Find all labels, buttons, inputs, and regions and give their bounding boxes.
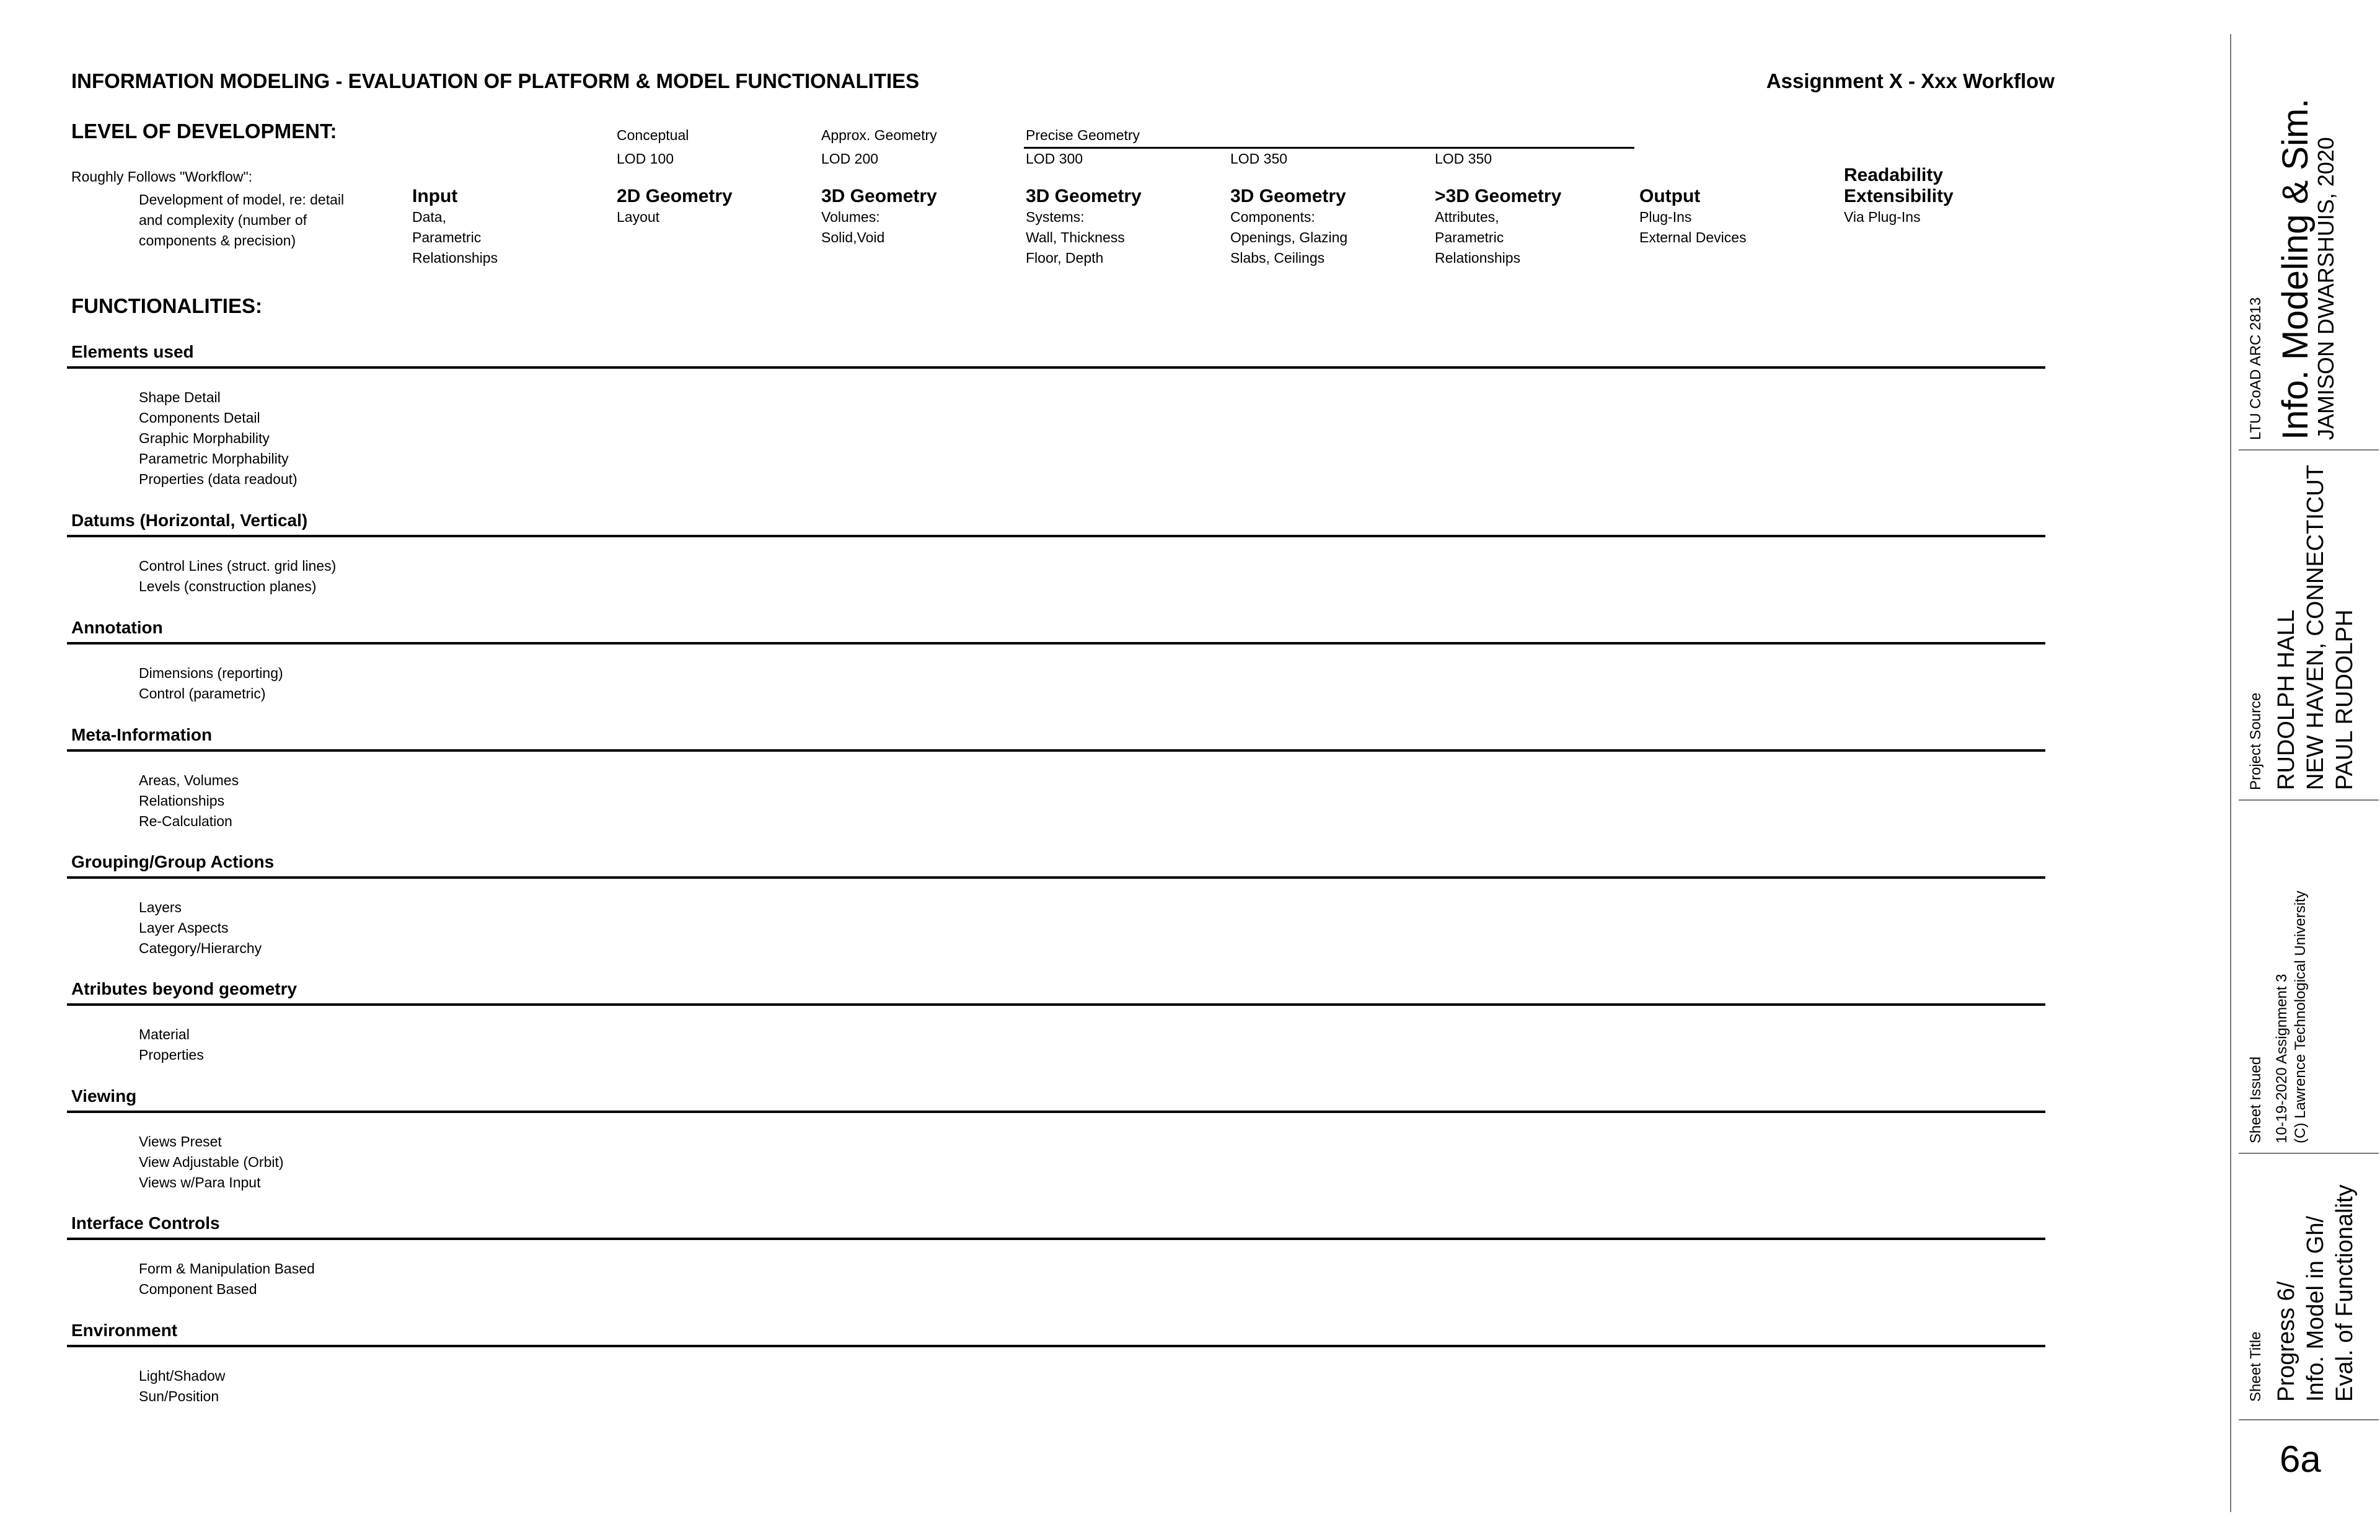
document-title: INFORMATION MODELING - EVALUATION OF PLATFORM & MODEL FUNCTIONALITIES (71, 69, 920, 92)
section-heading: Elements used (67, 340, 2045, 369)
stage-3d-geometry-volumes (821, 186, 937, 248)
stage-detail: Attributes, (1435, 209, 1499, 225)
stage-detail: Data, (412, 209, 446, 225)
stage-detail: Floor, Depth (1026, 250, 1104, 266)
section-heading: Environment (67, 1319, 2045, 1347)
lod-300-label: LOD 300 (1026, 151, 1083, 167)
copyright: (C) Lawrence Technological University (2292, 891, 2309, 1143)
section-heading: Annotation (67, 616, 2045, 645)
list-item: Light/Shadow (139, 1368, 226, 1384)
lod-100-label: LOD 100 (617, 151, 674, 167)
project-source-label: Project Source (2247, 692, 2264, 790)
list-item: Components Detail (139, 410, 260, 426)
list-item: Shape Detail (139, 389, 221, 405)
sheet-number: 6a (2280, 1438, 2321, 1480)
assignment-label: Assignment X - Xxx Workflow (1766, 69, 2055, 92)
category-precise-geometry: Precise Geometry (1026, 127, 1140, 143)
stage-detail: Openings, Glazing (1230, 229, 1348, 245)
stage-title: Input (412, 186, 458, 206)
course-code: LTU CoAD ARC 2813 (2247, 297, 2264, 440)
stage-detail: Relationships (412, 250, 498, 266)
list-item: Levels (construction planes) (139, 578, 317, 594)
list-item: Properties (139, 1047, 204, 1063)
list-item: Properties (data readout) (139, 471, 298, 487)
section-viewing (67, 1085, 2045, 1193)
stage-detail: Plug-Ins (1639, 209, 1692, 225)
stage-title: 3D Geometry (821, 186, 937, 206)
section-heading: Datums (Horizontal, Vertical) (67, 509, 2045, 537)
list-item: Dimensions (reporting) (139, 665, 283, 681)
title-block-border (2230, 34, 2231, 1512)
section-heading: Viewing (67, 1085, 2045, 1113)
section-annotation (67, 616, 2045, 704)
sheet-issued-label: Sheet Issued (2247, 1056, 2264, 1143)
stage-detail: Via Plug-Ins (1844, 209, 1921, 225)
project-line-2: NEW HAVEN, CONNECTICUT (2303, 465, 2329, 790)
list-item: Layer Aspects (139, 920, 229, 936)
section-grouping (67, 850, 2045, 959)
stage-title: Extensibility (1844, 186, 1954, 206)
list-item: Areas, Volumes (139, 772, 239, 788)
stage-detail: Slabs, Ceilings (1230, 250, 1325, 266)
stage-beyond-3d-geometry (1435, 186, 1561, 268)
functionalities-title: FUNCTIONALITIES: (71, 294, 262, 317)
stage-detail: Components: (1230, 209, 1315, 225)
title-block-divider (2239, 1153, 2379, 1154)
project-line-1: RUDOLPH HALL (2273, 609, 2299, 790)
stage-output (1639, 186, 1747, 248)
list-item: Graphic Morphability (139, 430, 270, 446)
stage-detail: Volumes: (821, 209, 880, 225)
section-heading: Interface Controls (67, 1212, 2045, 1240)
section-heading: Atributes beyond geometry (67, 977, 2045, 1006)
list-item: Sun/Position (139, 1388, 219, 1404)
sheet-title-line-3: Eval. of Functionality (2332, 1184, 2358, 1402)
category-conceptual: Conceptual (617, 127, 689, 143)
list-item: Parametric Morphability (139, 451, 289, 467)
section-meta-information (67, 723, 2045, 832)
stage-title: 3D Geometry (1230, 186, 1346, 206)
lod-350b-label: LOD 350 (1435, 151, 1492, 167)
stage-detail: Wall, Thickness (1026, 229, 1125, 245)
lod-title: LEVEL OF DEVELOPMENT: (71, 120, 337, 143)
section-datums (67, 509, 2045, 597)
stage-3d-geometry-components (1230, 186, 1347, 268)
title-block-divider (2239, 1419, 2379, 1420)
category-approx-geometry: Approx. Geometry (821, 127, 937, 143)
section-heading: Grouping/Group Actions (67, 850, 2045, 879)
stage-detail: Parametric (1435, 229, 1504, 245)
precise-geometry-bracket (1024, 147, 1634, 149)
section-elements-used (67, 340, 2045, 490)
list-item: Layers (139, 899, 182, 915)
course-title: Info. Modeling & Sim. (2275, 98, 2316, 440)
stage-detail: Relationships (1435, 250, 1521, 266)
stage-detail: Systems: (1026, 209, 1085, 225)
stage-input (412, 186, 498, 268)
list-item: Control (parametric) (139, 685, 266, 702)
stage-3d-geometry-systems (1026, 186, 1142, 268)
stage-detail: Layout (617, 209, 660, 225)
stage-2d-geometry (617, 186, 733, 227)
sheet-title-label: Sheet Title (2247, 1331, 2264, 1402)
list-item: Control Lines (struct. grid lines) (139, 558, 337, 574)
section-heading: Meta-Information (67, 723, 2045, 752)
sheet-issued-date: 10-19-2020 Assignment 3 (2273, 974, 2290, 1143)
stage-detail: Solid,Void (821, 229, 885, 245)
stage-readability-extensibility (1844, 165, 1954, 227)
list-item: Category/Hierarchy (139, 940, 262, 956)
list-item: Re-Calculation (139, 813, 232, 829)
sheet-title-line-1: Progress 6/ (2273, 1281, 2299, 1402)
section-attributes (67, 977, 2045, 1065)
author: JAMISON DWARSHUIS, 2020 (2313, 137, 2338, 440)
sheet-title-line-2: Info. Model in Gh/ (2303, 1216, 2329, 1402)
list-item: Material (139, 1026, 190, 1042)
title-block-divider (2239, 799, 2379, 801)
project-line-3: PAUL RUDOLPH (2332, 609, 2358, 790)
lod-200-label: LOD 200 (821, 151, 879, 167)
title-block-divider (2239, 449, 2379, 451)
stage-title: Output (1639, 186, 1701, 206)
list-item: Views Preset (139, 1133, 222, 1150)
list-item: Views w/Para Input (139, 1174, 261, 1190)
list-item: Form & Manipulation Based (139, 1261, 315, 1277)
section-interface-controls (67, 1212, 2045, 1300)
stage-detail: Parametric (412, 229, 482, 245)
roughly-follows-label: Roughly Follows "Workflow": (71, 169, 252, 185)
list-item: Relationships (139, 793, 225, 809)
section-environment (67, 1319, 2045, 1407)
lod-350-label: LOD 350 (1230, 151, 1288, 167)
list-item: Component Based (139, 1281, 257, 1297)
stage-title: 2D Geometry (617, 186, 733, 206)
stage-title: >3D Geometry (1435, 186, 1562, 206)
stage-title: 3D Geometry (1026, 186, 1142, 206)
roughly-follows-description: Development of model, re: detail and complexity (number of components & precision) (139, 191, 345, 249)
stage-title-line1: Readability (1844, 165, 1944, 185)
stage-detail: External Devices (1639, 229, 1747, 245)
list-item: View Adjustable (Orbit) (139, 1154, 284, 1170)
